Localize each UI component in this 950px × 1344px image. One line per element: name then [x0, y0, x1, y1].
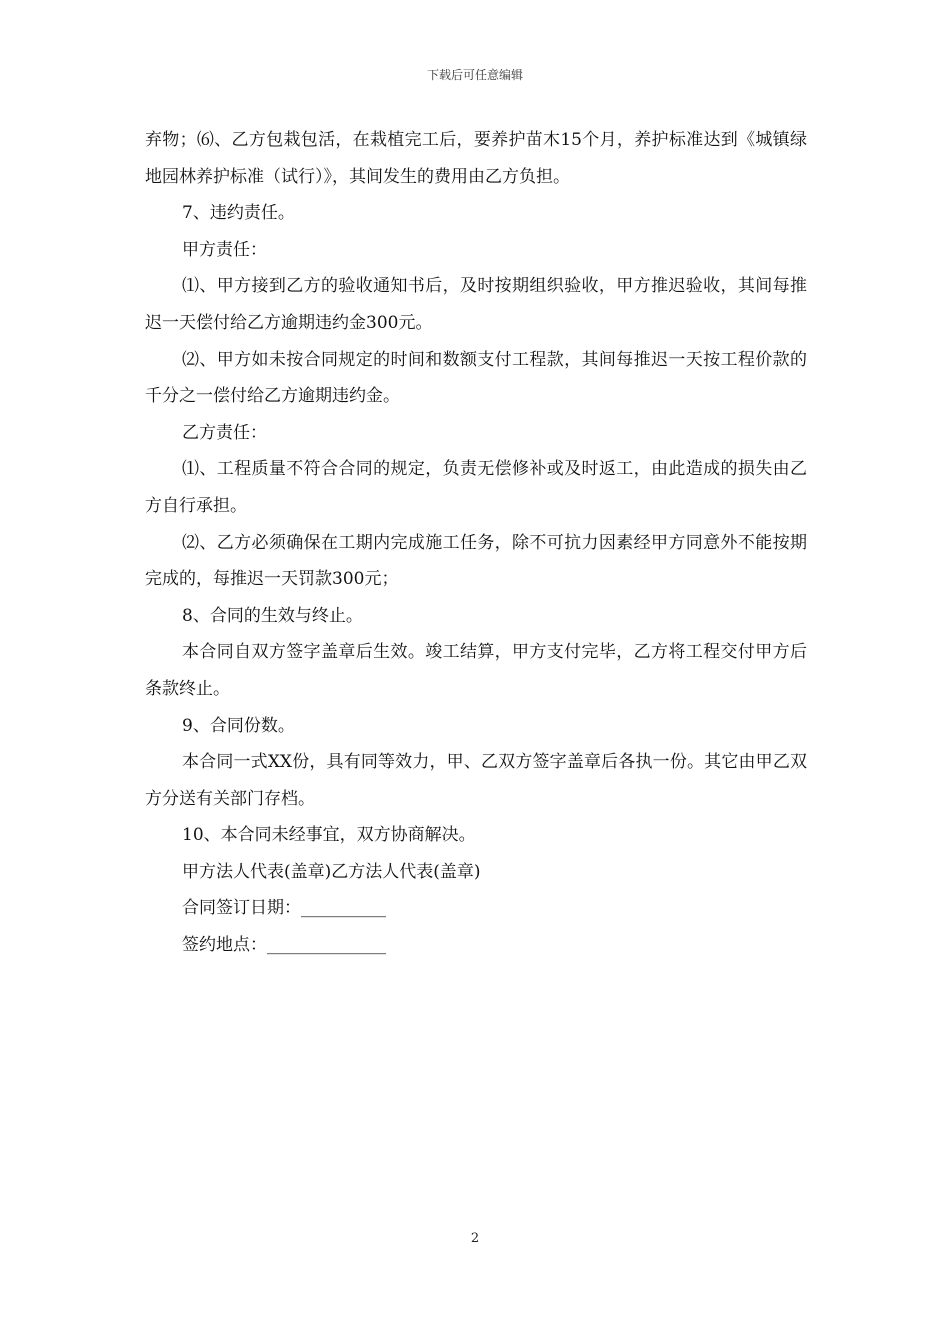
- signing-place-line: 签约地点：______________: [182, 935, 386, 956]
- signature-representatives-line: 甲方法人代表(盖章)乙方法人代表(盖章): [182, 861, 481, 882]
- section-heading-breach-liability: 7、违约责任。: [182, 203, 295, 224]
- paragraph-copies: 本合同一式XX份，具有同等效力，甲、乙双方签字盖章后各执一份。其它由甲乙双方分送有关部门存档。: [145, 752, 807, 809]
- paragraph-effect-termination: 本合同自双方签字盖章后生效。竣工结算，甲方支付完毕，乙方将工程交付甲方后条款终止。: [145, 642, 807, 699]
- section-heading-effect-termination: 8、合同的生效与终止。: [182, 605, 363, 626]
- document-body: [145, 122, 807, 964]
- page-header-note: 下载后可任意编辑: [426, 68, 523, 82]
- signing-date-line: 合同签订日期：__________: [182, 898, 386, 919]
- page-number: 2: [470, 1231, 480, 1246]
- subheading-party-a-liability: 甲方责任：: [182, 239, 267, 260]
- section-heading-copies: 9、合同份数。: [182, 715, 295, 736]
- paragraph-party-b-liability-1: ⑴、工程质量不符合合同的规定，负责无偿修补或及时返工，由此造成的损失由乙方自行承担。: [145, 459, 807, 516]
- paragraph-party-a-liability-1: ⑴、甲方接到乙方的验收通知书后，及时按期组织验收，甲方推迟验收，其间每推迟一天偿付给乙方逾期违约金300元。: [145, 276, 807, 333]
- subheading-party-b-liability: 乙方责任：: [182, 422, 267, 443]
- paragraph-maintenance-clause: 弃物；⑹、乙方包栽包活，在栽植完工后，要养护苗木15个月，养护标准达到《城镇绿地园林养护标准（试行）》，其间发生的费用由乙方负担。: [145, 130, 807, 187]
- paragraph-unresolved-matters: 10、本合同未经事宜，双方协商解决。: [182, 825, 476, 846]
- paragraph-party-a-liability-2: ⑵、甲方如未按合同规定的时间和数额支付工程款，其间每推迟一天按工程价款的千分之一偿付给乙方逾期违约金。: [145, 349, 807, 407]
- paragraph-party-b-liability-2: ⑵、乙方必须确保在工期内完成施工任务，除不可抗力因素经甲方同意外不能按期完成的，每推迟一天罚款300元；: [145, 532, 807, 590]
